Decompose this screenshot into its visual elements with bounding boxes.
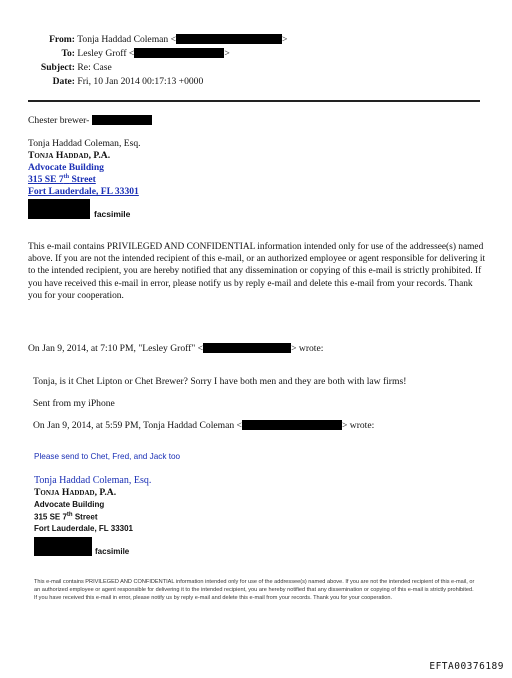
redaction-box	[92, 115, 152, 125]
quote-intro-text: On Jan 9, 2014, at 7:10 PM, "Lesley Groff" <	[28, 343, 204, 354]
fax-label: facsimile	[94, 209, 131, 219]
subject-label: Subject:	[40, 62, 75, 73]
header-divider	[28, 100, 480, 102]
fax-label: facsimile	[95, 547, 130, 556]
signature-firm: Tonja Haddad, P.A.	[28, 150, 111, 161]
redaction-box	[34, 546, 92, 556]
date-value: Fri, 10 Jan 2014 00:17:13 +0000	[77, 76, 204, 87]
signature-fax	[28, 209, 130, 221]
from-end: >	[282, 34, 288, 45]
to-value: Lesley Groff <	[77, 48, 135, 59]
to-end: >	[224, 48, 230, 59]
redaction-box	[28, 209, 90, 219]
date-label: Date:	[52, 76, 75, 87]
street-suffix: Street	[72, 512, 98, 522]
signature2-street	[34, 512, 98, 523]
disclaimer-text: This e-mail contains PRIVILEGED AND CONFIDENTIAL information intended only for use of the addressee(s) named above. If you are not the intended recipient of this e-mail, or an authorized employee or agent responsible for delivering it to the intended recipient, you are hereby notified that any dissemination or copying of this e-mail is strictly prohibited. If you have received this e-mail in error, please notify us by reply e-mail and delete this e-mail from your records. Thank you for your cooperation.	[28, 242, 486, 301]
signature2-fax	[34, 546, 129, 558]
quote-intro-end: > wrote:	[291, 343, 324, 354]
street-prefix: 315 SE 7	[34, 512, 67, 522]
date-row	[0, 76, 203, 88]
from-row	[0, 34, 287, 46]
signature2-name: Tonja Haddad Coleman, Esq.	[34, 475, 152, 486]
quote-intro-1	[28, 343, 323, 355]
to-row	[0, 48, 230, 60]
quote-intro-text: On Jan 9, 2014, at 5:59 PM, Tonja Haddad Coleman <	[33, 420, 242, 431]
signature2-building: Advocate Building	[34, 500, 105, 509]
bates-number: EFTA00376189	[429, 661, 504, 672]
signature2-firm: Tonja Haddad, P.A.	[34, 487, 117, 498]
redaction-box	[242, 420, 342, 430]
signature-building: Advocate Building	[28, 162, 104, 173]
from-value: Tonja Haddad Coleman <	[77, 34, 177, 45]
street-suffix: Street	[69, 174, 96, 186]
street-sup: th	[66, 512, 73, 518]
quote-message-1: Tonja, is it Chet Lipton or Chet Brewer? Sorry I have both men and they are both with law firms!	[33, 376, 407, 387]
greeting	[28, 115, 152, 127]
subject-value: Re: Case	[77, 62, 112, 73]
signature-name: Tonja Haddad Coleman, Esq.	[28, 138, 141, 149]
signature-street-link[interactable]	[28, 174, 96, 186]
street-sup: th	[63, 174, 70, 180]
quote-sent-from: Sent from my iPhone	[33, 398, 115, 409]
quote-intro-end: > wrote:	[341, 420, 375, 431]
signature-city-link[interactable]: Fort Lauderdale, FL 33301	[28, 186, 139, 197]
redaction-box	[28, 199, 90, 209]
greeting-text: Chester brewer-	[28, 115, 90, 126]
street-prefix: 315 SE 7	[28, 174, 64, 186]
redaction-box	[134, 48, 224, 58]
to-label: To:	[61, 48, 75, 59]
quote-intro-2	[33, 420, 374, 432]
from-label: From:	[49, 34, 75, 45]
signature2-city: Fort Lauderdale, FL 33301	[34, 524, 133, 533]
redaction-box	[176, 34, 282, 44]
subject-row	[0, 62, 112, 74]
quote-message-2: Please send to Chet, Fred, and Jack too	[34, 452, 181, 461]
disclaimer2-text: This e-mail contains PRIVILEGED AND CONFIDENTIAL information intended only for use of the addressee(s) named above. If you are not the intended recipient of this e-mail, or an authorized employee or agent responsible for delivering it to the intended recipient, you are hereby notified that any dissemination or copying of this e-mail is strictly prohibited. If you have received this e-mail in error, please notify us by reply e-mail and delete this e-mail from your records. Thank you for your cooperation.	[34, 579, 475, 602]
redaction-box	[203, 343, 291, 353]
